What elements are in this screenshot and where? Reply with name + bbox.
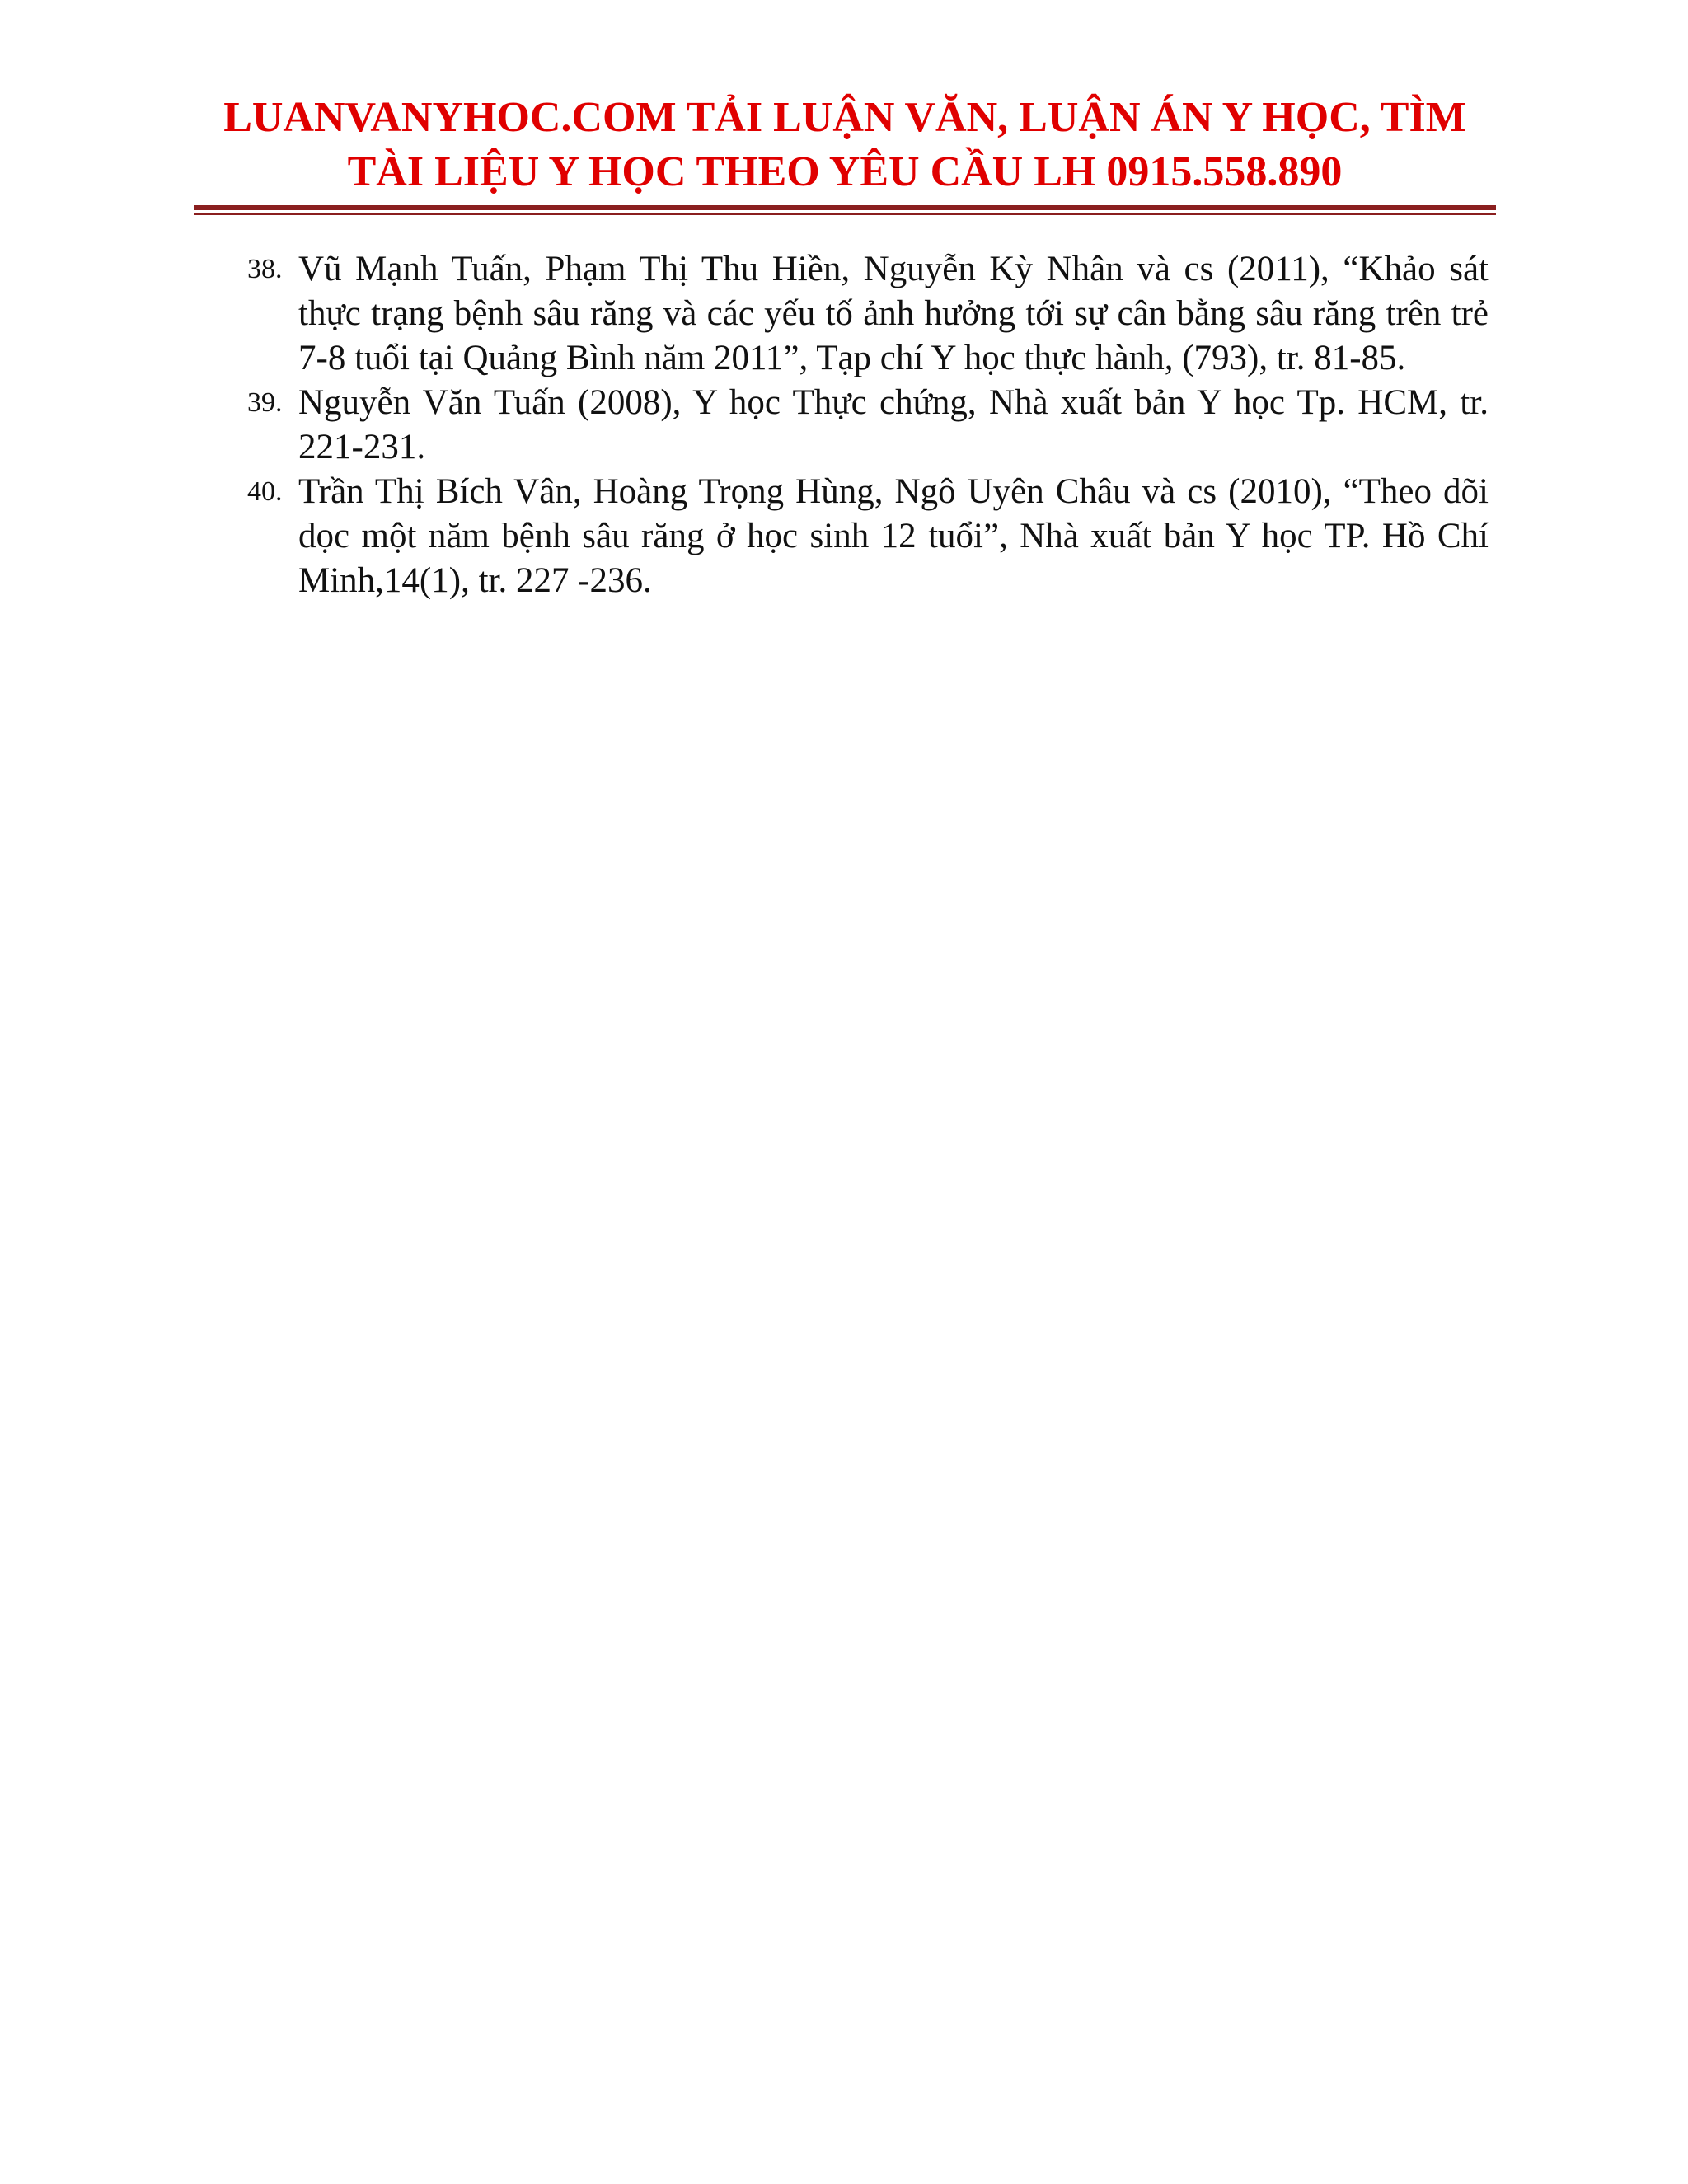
reference-text: Nguyễn Văn Tuấn (2008), Y học Thực chứng, Nhà xuất bản Y học Tp. HCM, tr. 221-231. bbox=[298, 383, 1489, 466]
header-rule-thin bbox=[194, 213, 1496, 215]
reference-item-39 bbox=[239, 381, 1489, 470]
reference-list bbox=[239, 247, 1489, 603]
reference-number: 39. bbox=[247, 387, 283, 418]
reference-text: Trần Thị Bích Vân, Hoàng Trọng Hùng, Ngô Uyên Châu và cs (2010), “Theo dõi dọc một năm bệnh sâu răng ở học sinh 12 tuổi”, Nhà xuất bản Y học TP. Hồ Chí Minh,14(1), tr. 227 -236. bbox=[298, 472, 1489, 600]
page-header bbox=[194, 91, 1496, 199]
reference-text: Vũ Mạnh Tuấn, Phạm Thị Thu Hiền, Nguyễn Kỳ Nhân và cs (2011), “Khảo sát thực trạng bệnh sâu răng và các yếu tố ảnh hưởng tới sự cân bằng sâu răng trên trẻ 7-8 tuổi tại Quảng Bình năm 2011”, Tạp chí Y học thực hành, (793), tr. 81-85. bbox=[298, 250, 1489, 377]
header-title-line-1: LUANVANYHOC.COM TẢI LUẬN VĂN, LUẬN ÁN Y HỌC, TÌM bbox=[223, 94, 1466, 141]
header-title-line-2: TÀI LIỆU Y HỌC THEO YÊU CẦU LH 0915.558.890 bbox=[347, 148, 1343, 195]
reference-number: 38. bbox=[247, 254, 283, 284]
reference-item-40 bbox=[239, 470, 1489, 603]
reference-item-38 bbox=[239, 247, 1489, 381]
reference-number: 40. bbox=[247, 476, 283, 507]
header-rule-thick bbox=[194, 205, 1496, 210]
